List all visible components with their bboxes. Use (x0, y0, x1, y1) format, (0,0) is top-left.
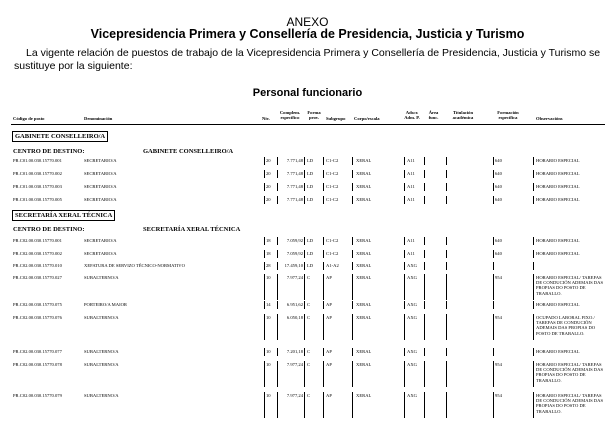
cell-divider (323, 274, 324, 300)
cell-adscr: AXG (407, 263, 417, 268)
cell-adscr: A11 (407, 171, 415, 176)
cell-divider (404, 237, 405, 245)
cell-forma: C (307, 349, 311, 354)
cell-forma: LD (307, 158, 314, 163)
cell-divider (493, 183, 494, 191)
cell-forma: LD (307, 251, 314, 256)
cell-divider (533, 392, 534, 418)
cell-subgrupo: AP (326, 275, 332, 280)
cell-formacion: 640 (495, 171, 502, 176)
cell-divider (304, 250, 305, 258)
cell-complem: 7.977,24 (286, 393, 303, 398)
cell-divider (323, 237, 324, 245)
cell-subgrupo: C1-C2 (326, 197, 339, 202)
cell-divider (304, 170, 305, 178)
cell-divider (277, 157, 278, 165)
cell-formacion: 954 (495, 275, 502, 280)
cell-code: PR.C02.00.030.15770.027 (13, 275, 62, 280)
cell-observaciones: HORARIO ESPECIAL/ TAREFAS DE CONDUCIÓN ADEMAIS DAS PROPIAS DO POSTO DE TRABALLO. (536, 393, 603, 414)
cell-divider (323, 183, 324, 191)
cell-divider (493, 262, 494, 270)
cell-divider (277, 301, 278, 309)
cell-forma: C (307, 362, 311, 367)
cell-observaciones: HORARIO ESPECIAL/ TAREFAS DE CONDUCIÓN ADEMAIS DAS PROPIAS DO POSTO DE TRABALLO. (536, 275, 603, 296)
cell-subgrupo: AP (326, 362, 332, 367)
cell-divider (404, 274, 405, 300)
cell-code: PR.C02.00.030.15770.076 (13, 315, 62, 320)
cell-adscr: A11 (407, 158, 415, 163)
cell-forma: LD (307, 184, 314, 189)
centro-name: SECRETARÍA XERAL TÉCNICA (143, 226, 241, 233)
cell-divider (277, 250, 278, 258)
cell-denominacion: SUBALTERNO/A (84, 349, 119, 354)
cell-divider (424, 170, 425, 178)
cell-divider (446, 361, 447, 387)
cell-complem: 7.771,48 (286, 197, 303, 202)
cell-complem: 7.977,24 (286, 275, 303, 280)
cell-divider (493, 196, 494, 204)
cell-code: PR.C02.00.030.15770.001 (13, 238, 62, 243)
cell-divider (323, 250, 324, 258)
cell-divider (424, 157, 425, 165)
cell-observaciones: HORARIO ESPECIAL (536, 197, 580, 202)
cell-divider (264, 170, 265, 178)
col-titulacion: Titulación académica (452, 110, 474, 121)
cell-niv: 10 (266, 362, 271, 367)
cell-divider (352, 392, 353, 418)
cell-subgrupo: C1-C2 (326, 238, 339, 243)
cell-observaciones: HORARIO ESPECIAL (536, 251, 580, 256)
col-formacion: Formación específica (497, 110, 519, 121)
cell-code: PR.C02.00.030.15770.077 (13, 349, 62, 354)
col-area: Área func. (428, 110, 439, 121)
intro-paragraph: La vigente relación de puestos de trabajo de la Vicepresidencia Primera y Consellería de Presidencia, Justicia y Turismo se sustituye por la siguiente: (14, 47, 601, 72)
cell-formacion: 954 (495, 315, 502, 320)
cell-adscr: AXG (407, 302, 417, 307)
cell-divider (446, 196, 447, 204)
cell-divider (446, 237, 447, 245)
cell-complem: 7.977,24 (286, 362, 303, 367)
centro-label: CENTRO DE DESTINO: (13, 226, 85, 233)
col-observaciones: Observacións (536, 116, 563, 121)
cell-corpo: XERAL (356, 393, 372, 398)
cell-divider (352, 274, 353, 300)
group-label-secretaria: SECRETARÍA XERAL TÉCNICA (12, 210, 115, 221)
header-rule (11, 124, 605, 125)
cell-denominacion: SECRETARIO/A (84, 184, 117, 189)
cell-corpo: XERAL (356, 302, 372, 307)
cell-divider (404, 348, 405, 356)
cell-observaciones: OCUPADO LABORAL FIXO./ TAREFAS DE CONDUCIÓN ADEMAIS DAS PROPIAS DO POSTO DE TRABALLO. (536, 315, 596, 336)
cell-divider (304, 314, 305, 340)
cell-divider (323, 262, 324, 270)
cell-divider (264, 301, 265, 309)
cell-divider (277, 274, 278, 300)
cell-niv: 10 (266, 275, 271, 280)
cell-code: PR.C01.00.030.15770.003 (13, 184, 62, 189)
cell-divider (304, 237, 305, 245)
cell-divider (277, 196, 278, 204)
cell-divider (424, 274, 425, 300)
cell-divider (404, 301, 405, 309)
cell-corpo: XERAL (356, 349, 372, 354)
col-niv: Niv. (262, 116, 270, 121)
cell-divider (277, 392, 278, 418)
cell-divider (352, 250, 353, 258)
cell-divider (352, 237, 353, 245)
cell-niv: 10 (266, 315, 271, 320)
cell-niv: 20 (266, 171, 271, 176)
cell-code: PR.C02.00.030.15770.002 (13, 251, 62, 256)
cell-denominacion: SUBALTERNO/A (84, 315, 119, 320)
cell-code: PR.C02.00.030.15770.078 (13, 362, 62, 367)
cell-divider (264, 314, 265, 340)
cell-divider (424, 250, 425, 258)
cell-divider (493, 237, 494, 245)
cell-corpo: XERAL (356, 362, 372, 367)
cell-divider (404, 262, 405, 270)
cell-adscr: AXG (407, 315, 417, 320)
cell-divider (446, 348, 447, 356)
cell-observaciones: HORARIO ESPECIAL (536, 302, 580, 307)
annex-title: ANEXO (286, 15, 329, 29)
cell-divider (533, 314, 534, 340)
cell-divider (352, 314, 353, 340)
cell-adscr: AXG (407, 275, 417, 280)
cell-niv: 28 (266, 263, 271, 268)
cell-subgrupo: A1-A2 (326, 263, 339, 268)
cell-denominacion: SUBALTERNO/A (84, 275, 119, 280)
section-title: Personal funcionario (252, 87, 363, 99)
cell-divider (304, 392, 305, 418)
cell-forma: C (307, 393, 311, 398)
cell-divider (493, 274, 494, 300)
cell-divider (264, 157, 265, 165)
cell-divider (264, 348, 265, 356)
col-denominacion: Denominación (84, 116, 113, 121)
cell-divider (424, 348, 425, 356)
cell-code: PR.C02.00.030.15770.079 (13, 393, 62, 398)
cell-divider (493, 170, 494, 178)
cell-divider (304, 274, 305, 300)
cell-divider (264, 361, 265, 387)
cell-corpo: XERAL (356, 158, 372, 163)
cell-corpo: XERAL (356, 171, 372, 176)
cell-niv: 14 (266, 302, 271, 307)
cell-divider (264, 196, 265, 204)
cell-observaciones: HORARIO ESPECIAL (536, 184, 580, 189)
cell-observaciones: HORARIO ESPECIAL (536, 238, 580, 243)
cell-denominacion: SUBALTERNO/A (84, 393, 119, 398)
cell-divider (404, 183, 405, 191)
cell-divider (424, 314, 425, 340)
cell-divider (404, 170, 405, 178)
cell-denominacion: XEFATURA DE SERVIZO TÉCNICO-NORMATIVO (84, 263, 185, 268)
cell-divider (352, 157, 353, 165)
cell-divider (493, 301, 494, 309)
cell-divider (264, 250, 265, 258)
col-adscr: Adscr. Adm. P. (404, 110, 420, 121)
cell-corpo: XERAL (356, 197, 372, 202)
cell-code: PR.C01.00.030.15770.002 (13, 171, 62, 176)
cell-divider (352, 262, 353, 270)
cell-divider (446, 262, 447, 270)
cell-divider (533, 301, 534, 309)
cell-divider (446, 301, 447, 309)
cell-complem: 7.771,48 (286, 171, 303, 176)
cell-niv: 20 (266, 197, 271, 202)
cell-divider (277, 262, 278, 270)
cell-divider (277, 348, 278, 356)
cell-divider (323, 392, 324, 418)
cell-niv: 18 (266, 238, 271, 243)
department-title: Vicepresidencia Primera y Consellería de Presidencia, Justicia y Turismo (90, 27, 525, 41)
cell-divider (424, 392, 425, 418)
cell-divider (304, 157, 305, 165)
cell-divider (533, 196, 534, 204)
col-forma: Forma prov. (307, 110, 321, 121)
cell-adscr: AXG (407, 393, 417, 398)
cell-divider (264, 183, 265, 191)
col-subgrupo: Subgrupo (326, 116, 346, 121)
cell-code: PR.C02.00.030.15770.075 (13, 302, 62, 307)
cell-complem: 7.771,48 (286, 158, 303, 163)
cell-code: PR.C02.00.030.15770.010 (13, 263, 62, 268)
cell-observaciones: HORARIO ESPECIAL (536, 158, 580, 163)
cell-subgrupo: AP (326, 302, 332, 307)
cell-adscr: AXG (407, 349, 417, 354)
cell-formacion: 640 (495, 197, 502, 202)
cell-divider (352, 196, 353, 204)
cell-complem: 7.201,18 (286, 349, 303, 354)
cell-niv: 20 (266, 184, 271, 189)
cell-divider (264, 237, 265, 245)
cell-divider (352, 348, 353, 356)
cell-divider (304, 361, 305, 387)
cell-divider (446, 170, 447, 178)
cell-formacion: 954 (495, 393, 502, 398)
cell-complem: 17.459,10 (284, 263, 303, 268)
cell-divider (533, 361, 534, 387)
cell-corpo: XERAL (356, 275, 372, 280)
cell-divider (493, 250, 494, 258)
cell-divider (323, 196, 324, 204)
cell-divider (424, 196, 425, 204)
cell-divider (446, 183, 447, 191)
cell-divider (304, 301, 305, 309)
cell-subgrupo: AP (326, 315, 332, 320)
col-codigo: Código de posto (13, 116, 45, 121)
cell-divider (404, 250, 405, 258)
cell-divider (404, 196, 405, 204)
cell-divider (446, 274, 447, 300)
cell-divider (446, 392, 447, 418)
cell-complem: 7.059,92 (286, 238, 303, 243)
cell-divider (352, 170, 353, 178)
cell-divider (493, 314, 494, 340)
cell-code: PR.C01.00.030.15770.005 (13, 197, 62, 202)
cell-subgrupo: C1-C2 (326, 158, 339, 163)
cell-formacion: 954 (495, 362, 502, 367)
col-complem: Complem. específico (279, 110, 301, 121)
cell-subgrupo: C1-C2 (326, 184, 339, 189)
cell-corpo: XERAL (356, 238, 372, 243)
cell-divider (424, 183, 425, 191)
cell-complem: 7.771,48 (286, 184, 303, 189)
cell-divider (424, 262, 425, 270)
cell-divider (404, 314, 405, 340)
cell-divider (533, 237, 534, 245)
cell-divider (424, 361, 425, 387)
cell-corpo: XERAL (356, 263, 372, 268)
cell-subgrupo: C1-C2 (326, 171, 339, 176)
cell-divider (264, 392, 265, 418)
cell-adscr: A11 (407, 238, 415, 243)
cell-divider (404, 361, 405, 387)
cell-corpo: XERAL (356, 184, 372, 189)
cell-forma: LD (307, 197, 314, 202)
cell-divider (323, 301, 324, 309)
cell-complem: 7.059,92 (286, 251, 303, 256)
cell-forma: LD (307, 263, 314, 268)
cell-divider (446, 250, 447, 258)
cell-observaciones: HORARIO ESPECIAL (536, 171, 580, 176)
cell-divider (352, 183, 353, 191)
cell-divider (533, 170, 534, 178)
cell-formacion: 640 (495, 184, 502, 189)
cell-formacion: 640 (495, 158, 502, 163)
centro-label: CENTRO DE DESTINO: (13, 148, 85, 155)
cell-divider (264, 262, 265, 270)
cell-subgrupo: C1-C2 (326, 251, 339, 256)
cell-divider (277, 361, 278, 387)
cell-divider (352, 301, 353, 309)
cell-divider (304, 183, 305, 191)
cell-divider (277, 183, 278, 191)
cell-divider (277, 237, 278, 245)
cell-divider (533, 274, 534, 300)
cell-divider (323, 170, 324, 178)
cell-niv: 10 (266, 349, 271, 354)
cell-divider (424, 237, 425, 245)
cell-denominacion: SECRETARIO/A (84, 197, 117, 202)
cell-forma: LD (307, 171, 314, 176)
cell-divider (493, 348, 494, 356)
cell-divider (533, 183, 534, 191)
cell-divider (304, 262, 305, 270)
cell-observaciones: HORARIO ESPECIAL/ TAREFAS DE CONDUCIÓN ADEMAIS DAS PROPIAS DO POSTO DE TRABALLO. (536, 362, 603, 383)
cell-corpo: XERAL (356, 251, 372, 256)
cell-divider (264, 274, 265, 300)
cell-divider (493, 361, 494, 387)
cell-divider (446, 314, 447, 340)
cell-corpo: XERAL (356, 315, 372, 320)
cell-complem: 6.050,18 (286, 315, 303, 320)
cell-niv: 18 (266, 251, 271, 256)
cell-denominacion: SECRETARIO/A (84, 158, 117, 163)
cell-denominacion: PORTEIRO/A MAIOR (84, 302, 127, 307)
cell-divider (533, 250, 534, 258)
cell-adscr: A11 (407, 197, 415, 202)
cell-divider (304, 196, 305, 204)
cell-formacion: 640 (495, 251, 502, 256)
cell-subgrupo: AP (326, 393, 332, 398)
cell-formacion: 640 (495, 238, 502, 243)
cell-adscr: AXG (407, 362, 417, 367)
cell-subgrupo: AP (326, 349, 332, 354)
cell-divider (493, 157, 494, 165)
cell-divider (323, 361, 324, 387)
cell-code: PR.C01.00.030.15770.001 (13, 158, 62, 163)
cell-niv: 20 (266, 158, 271, 163)
cell-forma: C (307, 275, 311, 280)
cell-divider (533, 262, 534, 270)
cell-divider (404, 392, 405, 418)
cell-complem: 6.951,62 (286, 302, 303, 307)
cell-adscr: A11 (407, 184, 415, 189)
cell-divider (352, 361, 353, 387)
cell-forma: C (307, 302, 311, 307)
cell-niv: 10 (266, 393, 271, 398)
cell-divider (533, 157, 534, 165)
cell-forma: C (307, 315, 311, 320)
cell-divider (493, 392, 494, 418)
cell-divider (277, 170, 278, 178)
cell-adscr: A11 (407, 251, 415, 256)
cell-divider (533, 348, 534, 356)
cell-divider (304, 348, 305, 356)
cell-denominacion: SUBALTERNO/A (84, 362, 119, 367)
cell-divider (323, 314, 324, 340)
centro-name: GABINETE CONSELLEIRO/A (143, 148, 234, 155)
cell-divider (323, 348, 324, 356)
cell-divider (446, 157, 447, 165)
group-label-gabinete: GABINETE CONSELLEIRO/A (12, 131, 108, 142)
cell-divider (424, 301, 425, 309)
cell-denominacion: SECRETARIO/A (84, 238, 117, 243)
cell-divider (323, 157, 324, 165)
cell-divider (277, 314, 278, 340)
cell-forma: LD (307, 238, 314, 243)
cell-denominacion: SECRETARIO/A (84, 251, 117, 256)
cell-divider (404, 157, 405, 165)
cell-observaciones: HORARIO ESPECIAL (536, 349, 580, 354)
col-corpo: Corpo/escala (354, 116, 380, 121)
cell-denominacion: SECRETARIO/A (84, 171, 117, 176)
